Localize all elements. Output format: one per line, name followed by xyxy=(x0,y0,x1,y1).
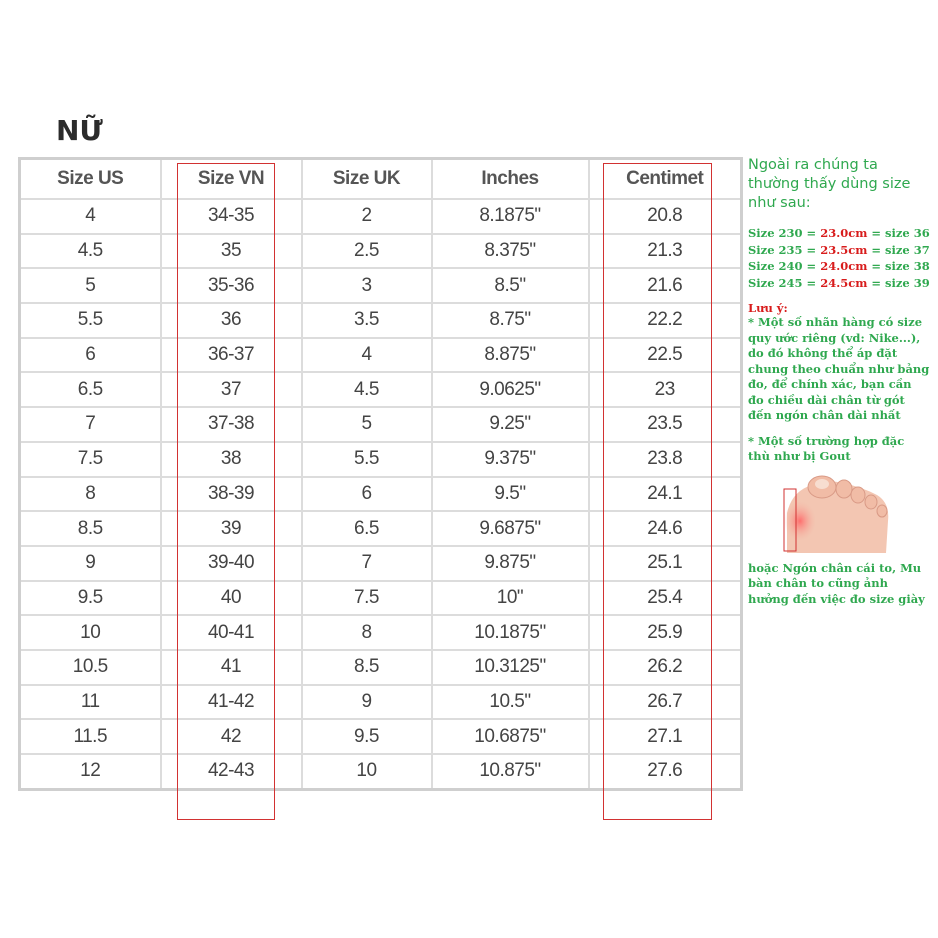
cell-inches: 8.5" xyxy=(432,268,589,303)
cell-size-vn: 42 xyxy=(161,719,302,754)
foot-icon xyxy=(782,473,892,553)
header-size-us: Size US xyxy=(20,159,161,200)
cell-size-us: 10.5 xyxy=(20,650,161,685)
cell-size-vn: 35 xyxy=(161,234,302,269)
cell-size-uk: 3 xyxy=(302,268,432,303)
cell-centimet: 26.2 xyxy=(589,650,742,685)
cell-inches: 9.6875" xyxy=(432,511,589,546)
cell-size-us: 5.5 xyxy=(20,303,161,338)
header-size-vn: Size VN xyxy=(161,159,302,200)
conversion-line: Size 240 = 24.0cm = size 38 xyxy=(748,259,930,273)
cell-size-vn: 41-42 xyxy=(161,685,302,720)
cell-size-us: 6.5 xyxy=(20,372,161,407)
cell-inches: 10.5" xyxy=(432,685,589,720)
header-inches: Inches xyxy=(432,159,589,200)
cell-inches: 9.375" xyxy=(432,442,589,477)
cell-size-uk: 7.5 xyxy=(302,581,432,616)
cell-size-uk: 2.5 xyxy=(302,234,432,269)
header-size-uk: Size UK xyxy=(302,159,432,200)
cell-centimet: 23.5 xyxy=(589,407,742,442)
cell-size-us: 11 xyxy=(20,685,161,720)
cell-centimet: 27.6 xyxy=(589,754,742,789)
conversion-line: Size 230 = 23.0cm = size 36 xyxy=(748,226,930,240)
cell-size-us: 12 xyxy=(20,754,161,789)
cell-inches: 10.875" xyxy=(432,754,589,789)
side-intro: Ngoài ra chúng ta thường thấy dùng size như sau: xyxy=(748,157,911,211)
note-big-toe: hoặc Ngón chân cái to, Mu bàn chân to cũng ảnh hưởng đến việc đo size giày xyxy=(748,560,925,606)
cell-size-uk: 3.5 xyxy=(302,303,432,338)
cell-size-uk: 6 xyxy=(302,477,432,512)
cell-size-vn: 40-41 xyxy=(161,615,302,650)
cell-centimet: 26.7 xyxy=(589,685,742,720)
cell-size-us: 10 xyxy=(20,615,161,650)
cell-centimet: 25.1 xyxy=(589,546,742,581)
cell-centimet: 25.9 xyxy=(589,615,742,650)
cell-size-vn: 37 xyxy=(161,372,302,407)
cell-size-us: 6 xyxy=(20,338,161,373)
cell-centimet: 23.8 xyxy=(589,442,742,477)
cell-size-uk: 8.5 xyxy=(302,650,432,685)
cell-size-vn: 39 xyxy=(161,511,302,546)
cell-size-uk: 5 xyxy=(302,407,432,442)
size-conversion-list xyxy=(748,225,930,291)
cell-size-us: 7.5 xyxy=(20,442,161,477)
cell-inches: 10.6875" xyxy=(432,719,589,754)
cell-size-vn: 37-38 xyxy=(161,407,302,442)
cell-inches: 8.1875" xyxy=(432,199,589,234)
cell-inches: 10.3125" xyxy=(432,650,589,685)
note-title: Lưu ý: xyxy=(748,301,788,315)
cell-inches: 8.875" xyxy=(432,338,589,373)
cell-centimet: 24.6 xyxy=(589,511,742,546)
cell-size-vn: 36 xyxy=(161,303,302,338)
cell-inches: 10.1875" xyxy=(432,615,589,650)
cell-centimet: 21.3 xyxy=(589,234,742,269)
side-notes xyxy=(748,156,930,607)
cell-size-uk: 9 xyxy=(302,685,432,720)
cell-size-uk: 4.5 xyxy=(302,372,432,407)
cell-size-us: 11.5 xyxy=(20,719,161,754)
cell-size-uk: 4 xyxy=(302,338,432,373)
cell-inches: 10" xyxy=(432,581,589,616)
cell-size-vn: 42-43 xyxy=(161,754,302,789)
page-title: NỮ xyxy=(56,114,103,147)
cell-size-vn: 38-39 xyxy=(161,477,302,512)
cell-inches: 9.875" xyxy=(432,546,589,581)
cell-size-us: 9.5 xyxy=(20,581,161,616)
cell-size-vn: 38 xyxy=(161,442,302,477)
cell-inches: 9.5" xyxy=(432,477,589,512)
cell-size-uk: 6.5 xyxy=(302,511,432,546)
cell-inches: 9.25" xyxy=(432,407,589,442)
cell-size-vn: 35-36 xyxy=(161,268,302,303)
cell-centimet: 24.1 xyxy=(589,477,742,512)
cell-centimet: 23 xyxy=(589,372,742,407)
cell-centimet: 27.1 xyxy=(589,719,742,754)
cell-size-vn: 40 xyxy=(161,581,302,616)
cell-inches: 8.75" xyxy=(432,303,589,338)
cell-size-vn: 41 xyxy=(161,650,302,685)
cell-inches: 9.0625" xyxy=(432,372,589,407)
size-vn-highlight-box xyxy=(177,163,275,820)
cell-size-uk: 2 xyxy=(302,199,432,234)
cell-size-us: 9 xyxy=(20,546,161,581)
cell-centimet: 22.5 xyxy=(589,338,742,373)
note-brand-sizes: * Một số nhãn hàng có size quy ước riêng (vd: Nike...), do đó không thể áp đặt chung theo chuẩn như bảng đo, để chính xác, bạn cần đo chiều dài chân từ gót đến ngón chân dài nhất xyxy=(748,315,930,422)
header-centimet: Centimet xyxy=(589,159,742,200)
cell-size-vn: 34-35 xyxy=(161,199,302,234)
cell-centimet: 25.4 xyxy=(589,581,742,616)
cell-inches: 8.375" xyxy=(432,234,589,269)
conversion-line: Size 245 = 24.5cm = size 39 xyxy=(748,275,930,290)
cell-size-vn: 36-37 xyxy=(161,338,302,373)
cell-size-uk: 5.5 xyxy=(302,442,432,477)
cell-size-us: 5 xyxy=(20,268,161,303)
cell-centimet: 21.6 xyxy=(589,268,742,303)
cell-size-uk: 8 xyxy=(302,615,432,650)
cell-size-uk: 9.5 xyxy=(302,719,432,754)
cell-size-us: 7 xyxy=(20,407,161,442)
note-gout: * Một số trường hợp đặc thù như bị Gout xyxy=(748,433,905,463)
cell-size-uk: 10 xyxy=(302,754,432,789)
bunion-foot-illustration xyxy=(782,473,892,553)
cell-centimet: 22.2 xyxy=(589,303,742,338)
cell-size-us: 4.5 xyxy=(20,234,161,269)
cell-size-us: 8 xyxy=(20,477,161,512)
centimet-highlight-box xyxy=(603,163,712,820)
cell-size-us: 8.5 xyxy=(20,511,161,546)
cell-size-uk: 7 xyxy=(302,546,432,581)
cell-size-us: 4 xyxy=(20,199,161,234)
cell-centimet: 20.8 xyxy=(589,199,742,234)
cell-size-vn: 39-40 xyxy=(161,546,302,581)
conversion-line: Size 235 = 23.5cm = size 37 xyxy=(748,242,930,257)
